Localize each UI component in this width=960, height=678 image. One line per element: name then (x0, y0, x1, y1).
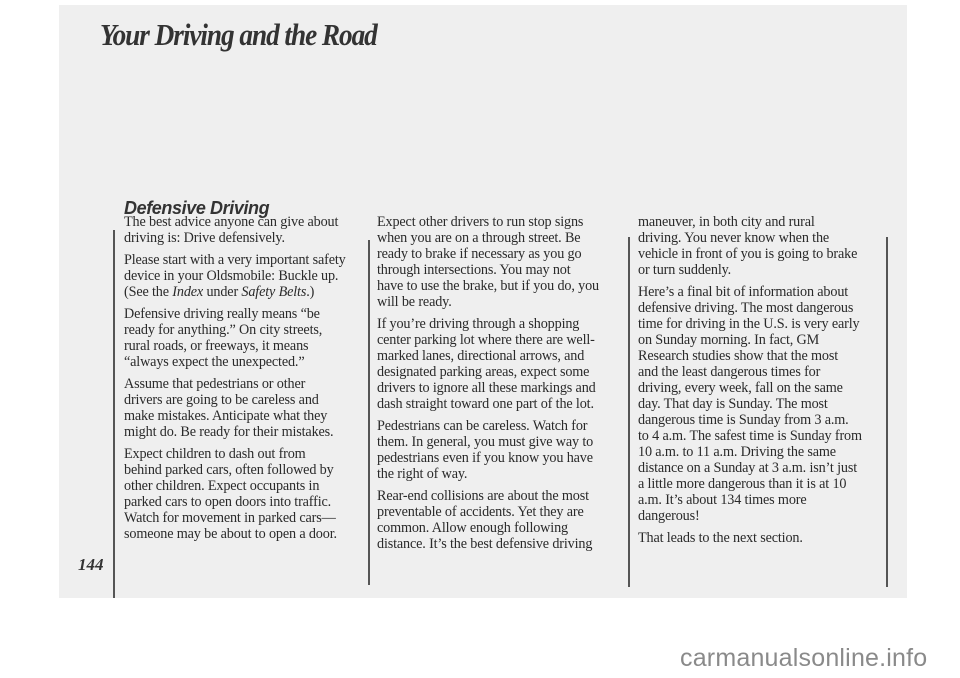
text-line: someone may be about to open a door. (124, 526, 337, 542)
text-line: rural roads, or freeways, it means (124, 338, 309, 354)
column-rule (113, 230, 115, 598)
text-line: “always expect the unexpected.” (124, 354, 305, 370)
text-line: dangerous time is Sunday from 3 a.m. (638, 412, 849, 428)
text-line: the right of way. (377, 466, 468, 482)
text-line: other children. Expect occupants in (124, 478, 320, 494)
paragraph (124, 306, 374, 370)
text-line: dangerous! (638, 508, 700, 524)
text-line: pedestrians even if you know you have (377, 450, 593, 466)
text-line: driving, every week, fall on the same (638, 380, 843, 396)
paragraph (638, 214, 888, 278)
paragraph (124, 446, 374, 542)
text-line: Here’s a final bit of information about (638, 284, 849, 300)
text-line: through intersections. You may not (377, 262, 571, 278)
text-line: behind parked cars, often followed by (124, 462, 334, 478)
text-line: driving is: Drive defensively. (124, 230, 285, 246)
text-line: dash straight toward one part of the lot. (377, 396, 594, 412)
paragraph (638, 530, 888, 546)
text-line: distance. It’s the best defensive driving (377, 536, 593, 552)
text-line: or turn suddenly. (638, 262, 732, 278)
text-line: a.m. It’s about 134 times more (638, 492, 807, 508)
text-line: device in your Oldsmobile: Buckle up. (124, 268, 339, 284)
text-line: Pedestrians can be careless. Watch for (377, 418, 588, 434)
paragraph (377, 488, 627, 552)
text-line: Research studies show that the most (638, 348, 839, 364)
text-line: Defensive driving really means “be (124, 306, 320, 322)
watermark: carmanualsonline.info (680, 644, 928, 672)
text-line: a little more dangerous than it is at 10 (638, 476, 847, 492)
text-line: maneuver, in both city and rural (638, 214, 815, 230)
text-line: ready for anything.” On city streets, (124, 322, 323, 338)
text-line: drivers are going to be careless and (124, 392, 319, 408)
text-line: vehicle in front of you is going to brake (638, 246, 858, 262)
column-2 (377, 214, 627, 558)
text-line: on Sunday morning. In fact, GM (638, 332, 820, 348)
paragraph (638, 284, 888, 524)
text-line: marked lanes, directional arrows, and (377, 348, 585, 364)
text-line: will be ready. (377, 294, 452, 310)
text-line: defensive driving. The most dangerous (638, 300, 854, 316)
paragraph (124, 214, 374, 246)
text-line: make mistakes. Anticipate what they (124, 408, 328, 424)
text-line: day. That day is Sunday. The most (638, 396, 828, 412)
text-line: have to use the brake, but if you do, you (377, 278, 599, 294)
text-line: center parking lot where there are well- (377, 332, 595, 348)
text-line: Rear-end collisions are about the most (377, 488, 589, 504)
text-line: Watch for movement in parked cars— (124, 510, 336, 526)
text-line: time for driving in the U.S. is very early (638, 316, 860, 332)
paragraph (377, 418, 627, 482)
text-line: distance on a Sunday at 3 a.m. isn’t just (638, 460, 857, 476)
paragraph (377, 214, 627, 310)
text-line: Please start with a very important safety (124, 252, 346, 268)
text-line: drivers to ignore all these markings and (377, 380, 596, 396)
text-line: them. In general, you must give way to (377, 434, 594, 450)
text-line: Assume that pedestrians or other (124, 376, 306, 392)
paragraph (124, 252, 374, 300)
text-line: and the least dangerous times for (638, 364, 821, 380)
text-line: ready to brake if necessary as you go (377, 246, 582, 262)
text-line: Expect other drivers to run stop signs (377, 214, 584, 230)
text-line: parked cars to open doors into traffic. (124, 494, 332, 510)
text-line: 10 a.m. to 11 a.m. Driving the same (638, 444, 836, 460)
text-line: preventable of accidents. Yet they are (377, 504, 584, 520)
text-line: The best advice anyone can give about (124, 214, 339, 230)
section-heading: Defensive Driving (124, 198, 270, 218)
text-line: when you are on a through street. Be (377, 230, 581, 246)
paragraph (377, 316, 627, 412)
text-line: That leads to the next section. (638, 530, 803, 546)
text-line: designated parking areas, expect some (377, 364, 590, 380)
text-line: to 4 a.m. The safest time is Sunday from (638, 428, 862, 444)
column-3 (638, 214, 888, 552)
text-line: common. Allow enough following (377, 520, 568, 536)
text-line: (See the Index under Safety Belts.) (124, 284, 315, 300)
text-line: If you’re driving through a shopping (377, 316, 580, 332)
page-title: Your Driving and the Road (100, 17, 377, 52)
text-line: might do. Be ready for their mistakes. (124, 424, 334, 440)
column-rule (628, 237, 630, 587)
column-1 (124, 214, 374, 548)
text-line: driving. You never know when the (638, 230, 830, 246)
paragraph (124, 376, 374, 440)
page-number: 144 (78, 555, 104, 574)
text-line: Expect children to dash out from (124, 446, 306, 462)
